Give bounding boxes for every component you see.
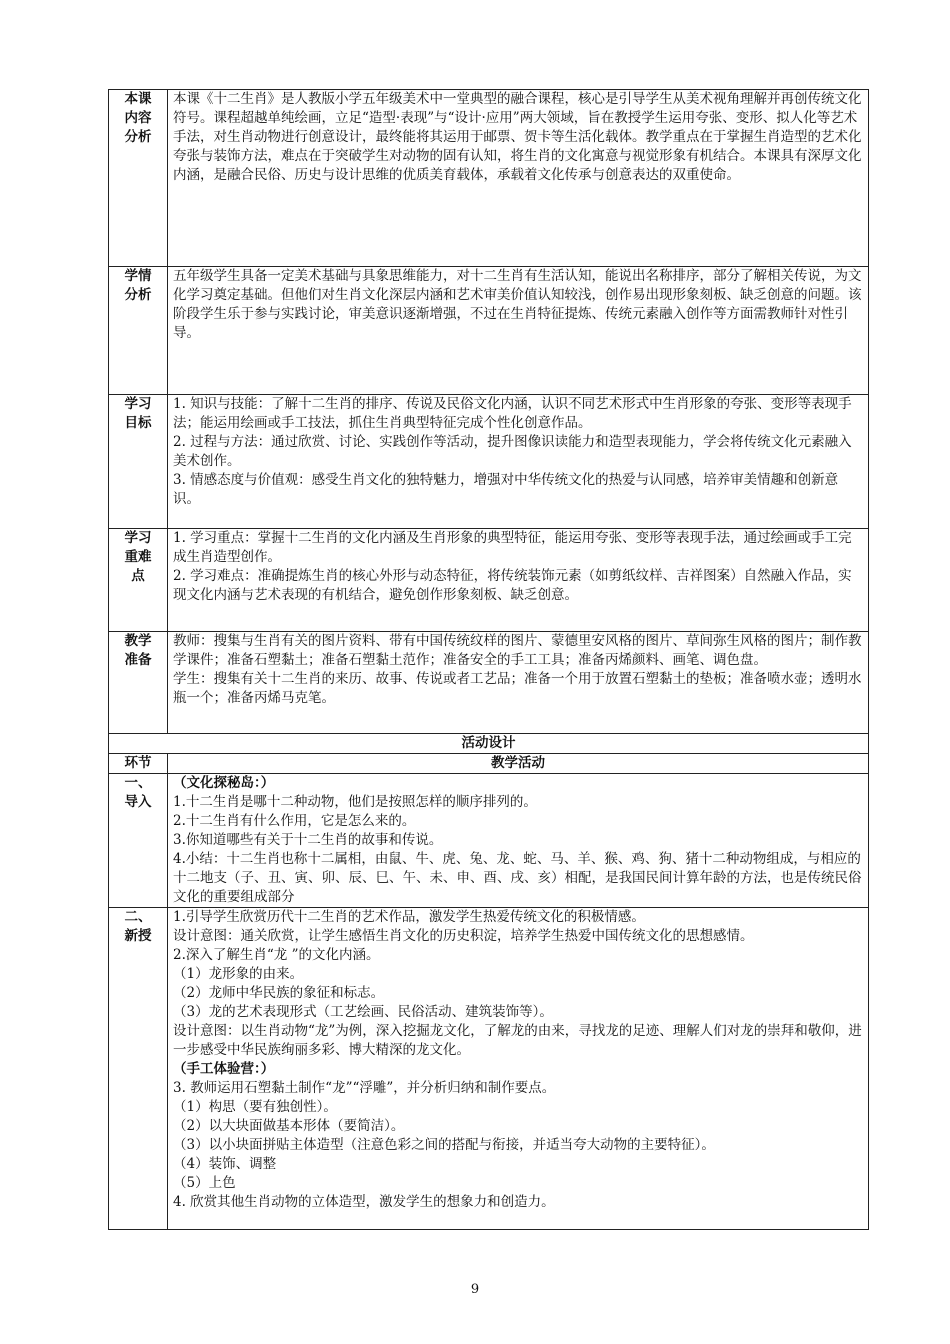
- label-line: 学情: [124, 268, 152, 284]
- activity-line: 1.十二生肖是哪十二种动物，他们是按照怎样的顺序排列的。: [173, 794, 537, 810]
- activity-line: （3）以小块面拼贴主体造型（注意色彩之间的搭配与衔接，并适当夸大动物的主要特征）。: [173, 1137, 715, 1153]
- paragraph: 学生：搜集有关十二生肖的来历、故事、传说或者工艺品；准备一个用于放置石塑黏土的垫板；准备喷水壶；透明水瓶一个；准备丙烯马克笔。: [173, 671, 862, 706]
- activity-line: 1.引导学生欣赏历代十二生肖的艺术作品，激发学生热爱传统文化的积极情感。: [173, 909, 645, 925]
- activity-line: （5）上色: [173, 1175, 236, 1191]
- lesson-plan-table: [108, 89, 869, 1230]
- activity-line: （1）构思（要有独创性）。: [173, 1099, 337, 1115]
- label-line: 本课: [124, 91, 152, 107]
- column-header-row: [109, 754, 869, 774]
- section-row-student-analysis: [109, 267, 869, 395]
- stage-content: [168, 774, 869, 908]
- activity-line: （1）龙形象的由来。: [173, 966, 304, 982]
- label-line: 学习: [124, 396, 152, 412]
- label-line: 一、: [124, 775, 152, 791]
- label-line: 教学: [124, 633, 152, 649]
- stage-column-header: 环节: [109, 754, 168, 774]
- label-line: 目标: [124, 415, 152, 431]
- section-label: [109, 529, 168, 632]
- paragraph: 五年级学生具备一定美术基础与具象思维能力，对十二生肖有生活认知，能说出名称排序，部分了解相关传说，为文化学习奠定基础。但他们对生肖文化深层内涵和艺术审美价值认知较浅，创作易出现形象刻板、缺乏创意的问题。该阶段学生乐于参与实践讨论，审美意识逐渐增强，不过在生肖特征提炼、传统元素融入创作等方面需教师针对性引导。: [173, 268, 862, 341]
- activity-line: （3）龙的艺术表现形式（工艺绘画、民俗活动、建筑装饰等）。: [173, 1004, 553, 1020]
- stage-row-new-lesson: [109, 908, 869, 1230]
- activity-line: 4. 欣赏其他生肖动物的立体造型，激发学生的想象力和创造力。: [173, 1194, 555, 1210]
- paragraph: 本课《十二生肖》是人教版小学五年级美术中一堂典型的融合课程，核心是引导学生从美术视角理解并再创传统文化符号。课程超越单纯绘画，立足“造型·表现”与“设计·应用”两大领域，旨在教授学生运用夸张、变形、拟人化等艺术手法，对生肖动物进行创意设计，最终能将其运用于邮票、贺卡等生活化载体。教学重点在于掌握生肖造型的艺术化夸张与装饰方法，难点在于突破学生对动物的固有认知，将生肖的文化寓意与视觉形象有机结合。本课具有深厚文化内涵，是融合民俗、历史与设计思维的优质美育载体，承载着文化传承与创意表达的双重使命。: [173, 91, 862, 183]
- section-label: [109, 632, 168, 734]
- page-number: 9: [470, 1282, 480, 1297]
- section-row-preparation: [109, 632, 869, 734]
- section-row-key-points: [109, 529, 869, 632]
- paragraph: 2. 过程与方法：通过欣赏、讨论、实践创作等活动，提升图像识读能力和造型表现能力，学会将传统文化元素融入美术创作。: [173, 434, 852, 469]
- label-line: 内容: [124, 110, 152, 126]
- paragraph: 3. 情感态度与价值观：感受生肖文化的独特魅力，增强对中华传统文化的热爱与认同感，培养审美情趣和创新意识。: [173, 472, 839, 507]
- section-label: [109, 395, 168, 529]
- label-line: 导入: [124, 794, 152, 810]
- section-label: [109, 90, 168, 267]
- label-line: 二、: [124, 909, 152, 925]
- section-row-learning-goals: [109, 395, 869, 529]
- activity-column-header: 教学活动: [168, 754, 869, 774]
- section-label: [109, 267, 168, 395]
- stage-label: [109, 774, 168, 908]
- label-line: 新授: [124, 928, 152, 944]
- activity-line: （2）龙师中华民族的象征和标志。: [173, 985, 385, 1001]
- activity-design-title: 活动设计: [109, 734, 869, 754]
- activity-line: 2.深入了解生肖“龙 ”的文化内涵。: [173, 947, 380, 963]
- activity-line: （4）装饰、调整: [173, 1156, 277, 1172]
- section-content: [168, 529, 869, 632]
- activity-line: 设计意图：以生肖动物“龙”为例，深入挖掘龙文化，了解龙的由来，寻找龙的足迹、理解人们对龙的崇拜和敬仰，进一步感受中华民族绚丽多彩、博大精深的龙文化。: [173, 1023, 862, 1058]
- paragraph: 2. 学习难点：准确提炼生肖的核心外形与动态特征，将传统装饰元素（如剪纸纹样、吉祥图案）自然融入作品，实现文化内涵与艺术表现的有机结合，避免创作形象刻板、缺乏创意。: [173, 568, 852, 603]
- activity-line: 2.十二生肖有什么作用，它是怎么来的。: [173, 813, 416, 829]
- paragraph: 教师：搜集与生肖有关的图片资料、带有中国传统纹样的图片、蒙德里安风格的图片、草间弥生风格的图片；制作教学课件；准备石塑黏土；准备石塑黏土范作；准备安全的手工工具；准备丙烯颜料、画笔、调色盘。: [173, 633, 862, 668]
- section-content: [168, 267, 869, 395]
- activity-line: 3.你知道哪些有关于十二生肖的故事和传说。: [173, 832, 443, 848]
- activity-line: （2）以大块面做基本形体（要简洁）。: [173, 1118, 405, 1134]
- label-line: 学习: [124, 530, 152, 546]
- stage-row-intro: [109, 774, 869, 908]
- label-line: 重难: [124, 549, 152, 565]
- paragraph: 1. 知识与技能：了解十二生肖的排序、传说及民俗文化内涵，认识不同艺术形式中生肖形象的夸张、变形等表现手法；能运用绘画或手工技法，抓住生肖典型特征完成个性化创意作品。: [173, 396, 852, 431]
- paragraph: 1. 学习重点：掌握十二生肖的文化内涵及生肖形象的典型特征，能运用夸张、变形等表现手法，通过绘画或手工完成生肖造型创作。: [173, 530, 852, 565]
- subheading: （手工体验营：）: [173, 1061, 275, 1077]
- section-content: [168, 90, 869, 267]
- activity-line: 4.小结：十二生肖也称十二属相，由鼠、牛、虎、兔、龙、蛇、马、羊、猴、鸡、狗、猪十二种动物组成，与相应的十二地支（子、丑、寅、卯、辰、巳、午、未、申、酉、戌、亥）相配，是我国民间计算年龄的方法，也是传统民俗文化的重要组成部分: [173, 851, 862, 905]
- activity-line: 设计意图：通关欣赏，让学生感悟生肖文化的历史积淀，培养学生热爱中国传统文化的思想感情。: [173, 928, 754, 944]
- activity-design-row: [109, 734, 869, 754]
- label-line: 点: [131, 568, 145, 584]
- section-content: [168, 395, 869, 529]
- activity-line: 3. 教师运用石塑黏土制作“龙”“浮雕”，并分析归纳和制作要点。: [173, 1080, 556, 1096]
- stage-label: [109, 908, 168, 1230]
- label-line: 分析: [124, 129, 152, 145]
- label-line: 分析: [124, 287, 152, 303]
- stage-content: [168, 908, 869, 1230]
- section-content: [168, 632, 869, 734]
- subheading: （文化探秘岛：）: [173, 775, 275, 791]
- label-line: 准备: [124, 652, 152, 668]
- section-row-content-analysis: [109, 90, 869, 267]
